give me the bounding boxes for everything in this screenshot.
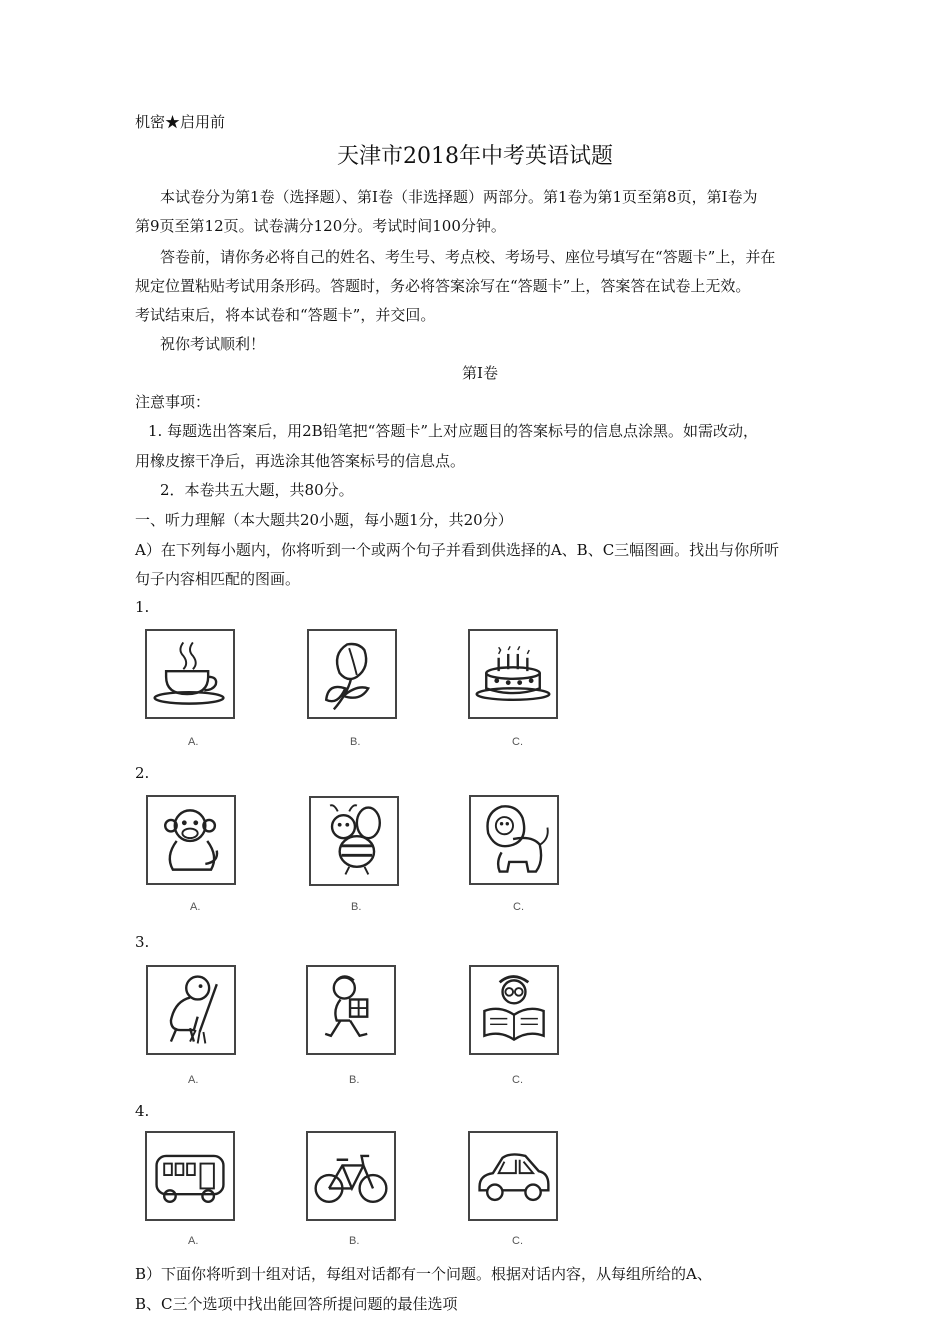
notes-heading: 注意事项：: [135, 393, 211, 411]
option-label: B.: [349, 1074, 360, 1086]
option-label: A.: [188, 736, 199, 748]
question-number: 2.: [135, 764, 150, 782]
option-picture[interactable]: [146, 965, 236, 1055]
lion-icon: [471, 797, 557, 883]
option-label: B.: [349, 1235, 360, 1247]
intro-line: 本试卷分为第1卷（选择题）、第I卷（非选择题）两部分。第1卷为第1页至第8页，第I卷为: [160, 188, 758, 206]
bee-icon: [311, 798, 397, 884]
option-picture[interactable]: [307, 629, 397, 719]
option-picture[interactable]: [145, 1131, 235, 1221]
option-label: A.: [188, 1074, 199, 1086]
sweeping-boy-icon: [148, 967, 234, 1053]
notes-item: 用橡皮擦干净后，再选涂其他答案标号的信息点。: [135, 452, 466, 470]
page-title: 天津市2018年中考英语试题: [337, 144, 613, 169]
part-a-instruction: 句子内容相匹配的图画。: [135, 570, 301, 588]
option-picture[interactable]: [468, 629, 558, 719]
flower-icon: [309, 631, 395, 717]
confidential-mark: 机密★启用前: [135, 113, 226, 131]
question-number: 4.: [135, 1102, 150, 1120]
intro-line: 祝你考试顺利！: [160, 335, 266, 353]
monkey-icon: [148, 797, 234, 883]
bicycle-icon: [308, 1133, 394, 1219]
intro-line: 答卷前，请你务必将自己的姓名、考生号、考点校、考场号、座位号填写在“答题卡”上，并在: [160, 248, 776, 266]
option-picture[interactable]: [306, 1131, 396, 1221]
car-icon: [470, 1133, 556, 1219]
question-number: 3.: [135, 933, 150, 951]
section-heading: 一、听力理解（本大题共20小题，每小题1分，共20分）: [135, 511, 513, 529]
reading-boy-icon: [471, 967, 557, 1053]
option-picture[interactable]: [145, 629, 235, 719]
option-label: B.: [351, 901, 362, 913]
option-picture[interactable]: [309, 796, 399, 886]
option-picture[interactable]: [469, 965, 559, 1055]
bus-icon: [147, 1133, 233, 1219]
option-label: C.: [512, 1235, 523, 1247]
intro-line: 第9页至第12页。试卷满分120分。考试时间100分钟。: [135, 217, 506, 235]
option-label: B.: [350, 736, 361, 748]
intro-line: 考试结束后，将本试卷和“答题卡”，并交回。: [135, 306, 436, 324]
part-b-instruction: B）下面你将听到十组对话，每组对话都有一个问题。根据对话内容，从每组所给的A、: [135, 1265, 712, 1283]
birthday-cake-icon: [470, 631, 556, 717]
volume-label: 第Ⅰ卷: [462, 364, 498, 382]
option-picture[interactable]: [146, 795, 236, 885]
option-picture[interactable]: [469, 795, 559, 885]
option-label: A.: [190, 901, 201, 913]
question-number: 1.: [135, 598, 150, 616]
option-picture[interactable]: [306, 965, 396, 1055]
option-label: A.: [188, 1235, 199, 1247]
coffee-cup-icon: [147, 631, 233, 717]
intro-line: 规定位置粘贴考试用条形码。答题时，务必将答案涂写在“答题卡”上，答案答在试卷上无效。: [135, 277, 751, 295]
gift-boy-icon: [308, 967, 394, 1053]
part-a-instruction: A）在下列每小题内，你将听到一个或两个句子并看到供选择的A、B、C三幅图画。找出与你所听: [135, 541, 780, 559]
part-b-instruction: B、C三个选项中找出能回答所提问题的最佳选项: [135, 1295, 458, 1313]
option-picture[interactable]: [468, 1131, 558, 1221]
option-label: C.: [512, 736, 523, 748]
notes-item: 2．本卷共五大题，共80分。: [160, 481, 354, 499]
notes-item: 1. 每题选出答案后，用2B铅笔把“答题卡”上对应题目的答案标号的信息点涂黑。如需改动，: [148, 422, 758, 440]
option-label: C.: [512, 1074, 523, 1086]
option-label: C.: [513, 901, 524, 913]
